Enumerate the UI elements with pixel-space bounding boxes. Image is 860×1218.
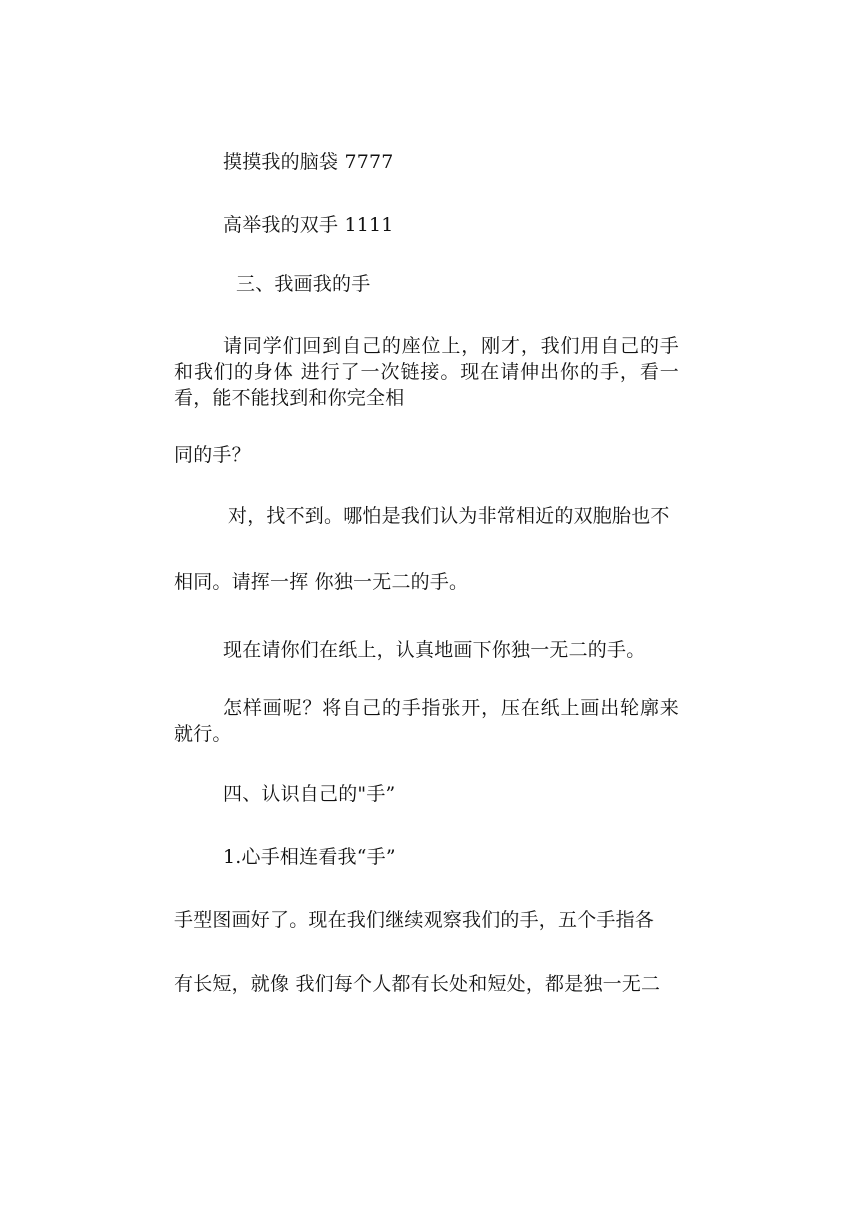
paragraph-2: 怎样画呢？将自己的手指张开，压在纸上画出轮廓来就行。: [174, 697, 679, 745]
paragraph-1: 请同学们回到自己的座位上，刚才，我们用自己的手和我们的身体 进行了一次链接。现在请伸出你的手，看一看，能不能找到和你完全相: [174, 335, 679, 409]
subheading-1: 1.心手相连看我“手”: [223, 846, 396, 868]
section-heading-4: 四、认识自己的"手”: [223, 783, 396, 805]
section-heading-3: 三、我画我的手: [236, 273, 371, 295]
text-line-12: 手型图画好了。现在我们继续观察我们的手，五个手指各: [174, 909, 655, 931]
text-line-6: 对，找不到。哪怕是我们认为非常相近的双胞胎也不: [228, 505, 670, 527]
text-line-7: 相同。请挥一挥 你独一无二的手。: [174, 571, 469, 593]
text-line-2: 高举我的双手 1111: [223, 214, 394, 236]
text-line-5: 同的手？: [174, 444, 251, 466]
text-line-8: 现在请你们在纸上，认真地画下你独一无二的手。: [223, 639, 646, 661]
text-line-1: 摸摸我的脑袋 7777: [223, 151, 394, 173]
text-line-13: 有长短，就像 我们每个人都有长处和短处，都是独一无二: [174, 973, 661, 995]
